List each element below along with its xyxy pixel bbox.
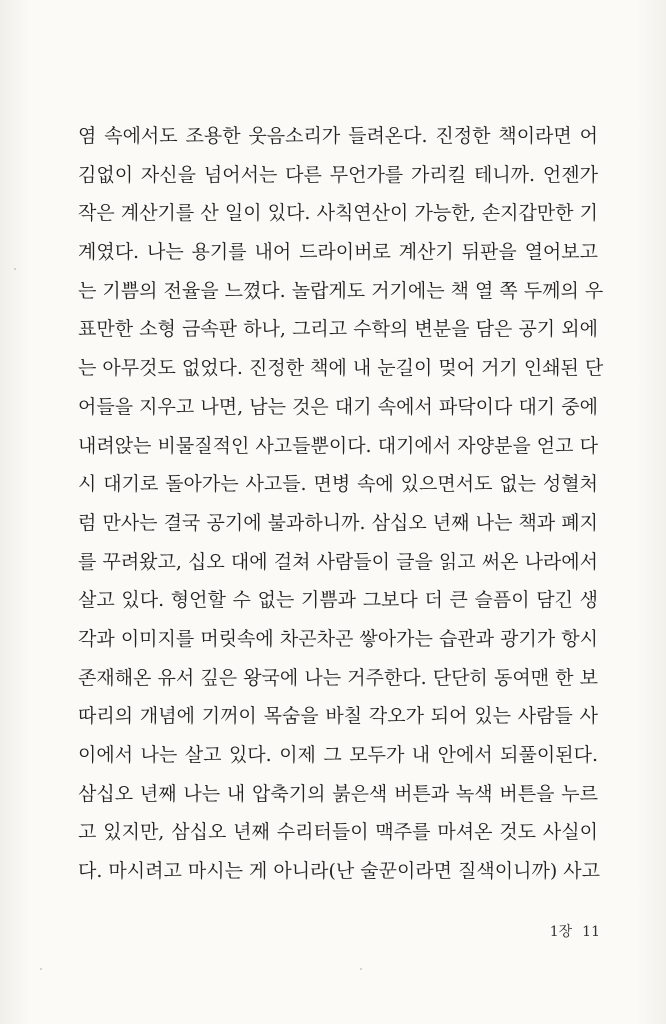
scan-speck (40, 968, 42, 970)
text-line: 이에서 나는 살고 있다. 이제 그 모두가 내 안에서 되풀이된다. (78, 744, 598, 766)
text-line: 계였다. 나는 용기를 내어 드라이버로 계산기 뒤판을 열어보고 (78, 241, 598, 264)
text-line: 는 아무것도 없었다. 진정한 책에 내 눈길이 멎어 거기 인쇄된 단 (78, 357, 604, 380)
body-text (78, 117, 604, 891)
page-footer (520, 921, 600, 941)
text-line: 럼 만사는 결국 공기에 불과하니까. 삼십오 년째 나는 책과 폐지 (78, 511, 598, 534)
text-line: 김없이 자신을 넘어서는 다른 무언가를 가리킬 테니까. 언젠가 (78, 163, 598, 186)
text-line: 는 기쁨의 전율을 느꼈다. 놀랍게도 거기에는 책 열 쪽 두께의 우 (78, 279, 604, 302)
text-line: 작은 계산기를 산 일이 있다. 사칙연산이 가능한, 손지갑만한 기 (78, 202, 598, 225)
text-line: 삼십오 년째 나는 내 압축기의 붉은색 버튼과 녹색 버튼을 누르 (78, 782, 598, 805)
text-line: 고 있지만, 삼십오 년째 수리터들이 맥주를 마셔온 것도 사실이 (78, 821, 598, 844)
text-line: 다. 마시려고 마시는 게 아니라(난 술꾼이라면 질색이니까) 사고 (78, 860, 600, 883)
chapter-label: 1장 (549, 924, 573, 940)
text-line: 살고 있다. 형언할 수 없는 기쁨과 그보다 더 큰 슬픔이 담긴 생 (78, 589, 598, 612)
scan-speck (14, 268, 16, 270)
text-line: 어들을 지우고 나면, 남는 것은 대기 속에서 파닥이다 대기 중에 (78, 395, 598, 418)
text-line: 염 속에서도 조용한 웃음소리가 들려온다. 진정한 책이라면 어 (78, 125, 598, 147)
text-line: 표만한 소형 금속판 하나, 그리고 수학의 변분을 담은 공기 외에 (78, 318, 598, 341)
text-line: 따리의 개념에 기꺼이 목숨을 바칠 각오가 되어 있는 사람들 사 (78, 705, 598, 728)
text-line: 를 꾸려왔고, 십오 대에 걸쳐 사람들이 글을 읽고 써온 나라에서 (78, 550, 598, 573)
page-number: 11 (582, 924, 600, 940)
text-line: 각과 이미지를 머릿속에 차곤차곤 쌓아가는 습관과 광기가 항시 (78, 627, 598, 650)
text-line: 존재해온 유서 깊은 왕국에 나는 거주한다. 단단히 동여맨 한 보 (78, 666, 598, 689)
text-line: 시 대기로 돌아가는 사고들. 면병 속에 있으면서도 없는 성혈처 (78, 473, 598, 496)
text-line: 내려앉는 비물질적인 사고들뿐이다. 대기에서 자양분을 얻고 다 (78, 434, 598, 457)
scan-speck (360, 968, 362, 970)
